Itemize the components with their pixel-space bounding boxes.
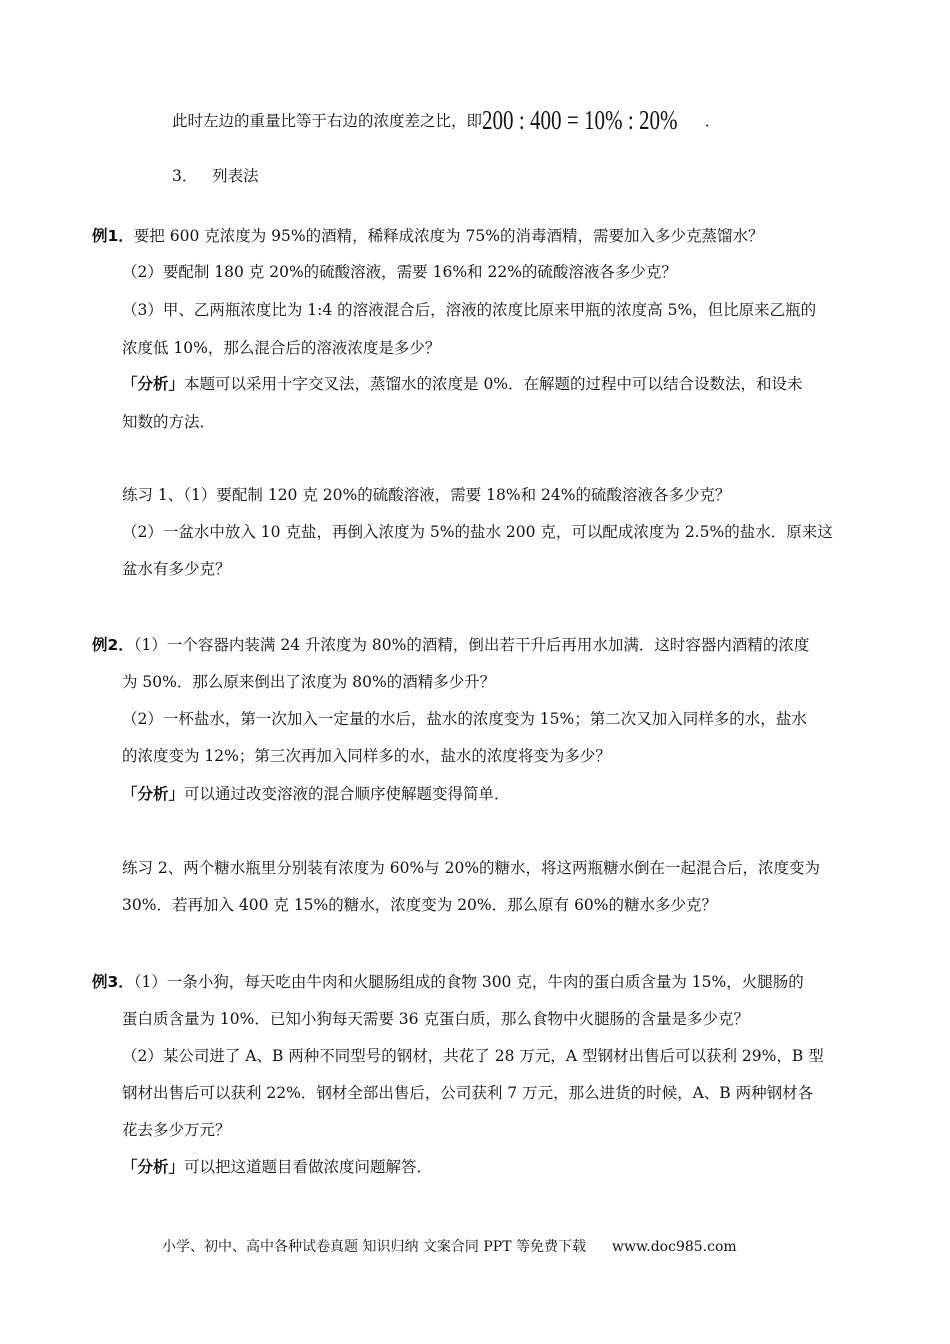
example3-label: 例3．: [92, 973, 134, 991]
example2-label: 例2．: [92, 636, 134, 654]
example3-line-4: 钢材出售后可以获利 22%．钢材全部出售后，公司获利 7 万元，那么进货的时候，A、B 两种钢材各: [122, 1084, 814, 1102]
example1-line-1: [92, 226, 764, 246]
intro-suffix: ．: [704, 112, 721, 130]
example3-text: （1）一条小狗，每天吃由牛肉和火腿肠组成的食物 300 克，牛肉的蛋白质含量为 15%，火腿肠的: [133, 973, 804, 991]
analysis-text: 本题可以采用十字交叉法，蒸馏水的浓度是 0%．在解题的过程中可以结合设数法，和设未: [184, 375, 803, 393]
example2-analysis: [122, 784, 510, 804]
analysis-label: 「分析」: [122, 785, 185, 803]
example2-text: （1）一个容器内装满 24 升浓度为 80%的酒精，倒出若干升后再用水加满．这时容器内酒精的浓度: [133, 636, 810, 654]
example1-label: 例1．: [92, 227, 134, 245]
practice1-line-2: （2）一盆水中放入 10 克盐，再倒入浓度为 5%的盐水 200 克，可以配成浓度为 2.5%的盐水．原来这: [122, 523, 833, 541]
ratio-formula: 200 : 400 = 10% : 20%: [482, 105, 678, 135]
section-heading: [172, 166, 259, 186]
example2-line-3: （2）一杯盐水，第一次加入一定量的水后，盐水的浓度变为 15%；第二次又加入同样多的水，盐水: [122, 710, 807, 728]
example1-text: 要把 600 克浓度为 95%的酒精，稀释成浓度为 75%的消毒酒精，需要加入多少克蒸馏水？: [133, 227, 764, 245]
practice1-line-1: 练习 1、（1）要配制 120 克 20%的硫酸溶液，需要 18%和 24%的硫酸溶液各多少克？: [122, 486, 731, 504]
example1-line-3: （3）甲、乙两瓶浓度比为 1:4 的溶液混合后，溶液的浓度比原来甲瓶的浓度高 5%，但比原来乙瓶的: [122, 301, 817, 319]
page-footer: [162, 1236, 737, 1256]
example3-line-2: 蛋白质含量为 10%．已知小狗每天需要 36 克蛋白质，那么食物中火腿肠的含量是多少克？: [122, 1010, 749, 1028]
analysis-text: 可以把这道题目看做浓度问题解答．: [184, 1158, 433, 1176]
example3-line-3: （2）某公司进了 A、B 两种不同型号的钢材，共花了 28 万元，A 型钢材出售后可以获利 29%，B 型: [122, 1047, 824, 1065]
footer-url[interactable]: www.doc985.com: [611, 1239, 737, 1255]
example1-analysis: [122, 374, 803, 394]
section-number: 3．: [172, 167, 198, 185]
section-title: 列表法: [212, 167, 259, 185]
example3-analysis: [122, 1157, 432, 1177]
example2-line-4: 的浓度变为 12%；第三次再加入同样多的水，盐水的浓度将变为多少？: [122, 747, 611, 765]
example2-line-2: 为 50%．那么原来倒出了浓度为 80%的酒精多少升？: [122, 673, 496, 691]
practice1-line-3: 盆水有多少克？: [122, 560, 231, 578]
example1-line-4: 浓度低 10%，那么混合后的溶液浓度是多少？: [122, 339, 441, 357]
practice2-line-2: 30%．若再加入 400 克 15%的糖水，浓度变为 20%．那么原有 60%的糖水多少克？: [122, 896, 718, 914]
intro-text: 此时左边的重量比等于右边的浓度差之比，即: [172, 112, 483, 130]
example1-analysis-line-2: 知数的方法．: [122, 413, 216, 431]
example1-line-2: （2）要配制 180 克 20%的硫酸溶液，需要 16%和 22%的硫酸溶液各多少克？: [122, 263, 677, 281]
practice2-line-1: 练习 2、两个糖水瓶里分别装有浓度为 60%与 20%的糖水，将这两瓶糖水倒在一起混合后，浓度变为: [122, 859, 821, 877]
analysis-label: 「分析」: [122, 375, 185, 393]
example3-line-5: 花去多少万元？: [122, 1121, 231, 1139]
example3-line-1: [92, 972, 804, 992]
intro-line: [172, 105, 721, 135]
footer-text: 小学、初中、高中各种试卷真题 知识归纳 文案合同 PPT 等免费下载: [162, 1239, 586, 1255]
analysis-text: 可以通过改变溶液的混合顺序使解题变得简单．: [184, 785, 510, 803]
example2-line-1: [92, 635, 809, 655]
analysis-label: 「分析」: [122, 1158, 185, 1176]
